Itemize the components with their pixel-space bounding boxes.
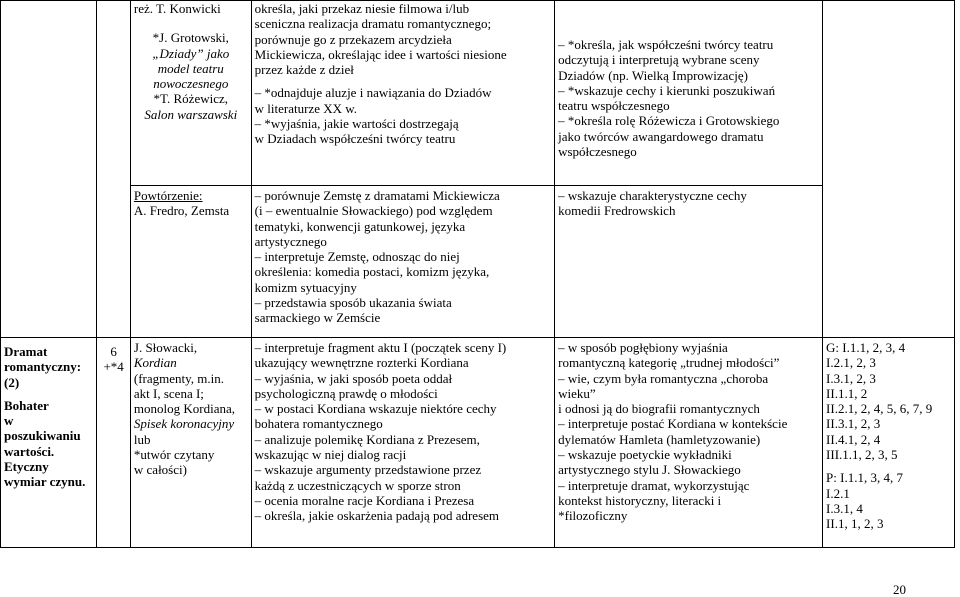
extended-requirements-cell: – *określa, jak współcześni twórcy teatru odczytują i interpretują wybrane sceny Dziadów (np. Wielką Improwizację) – *wskazuje cechy i kierunki poszukiwań teatru współczesnego – *określa rolę Różewicza i Grotowskiego jako twórców awangardowego dramatu współczesnego (555, 1, 823, 186)
standards-cell: G: I.1.1, 2, 3, 4 I.2.1, 2, 3 I.3.1, 2, 3 II.1.1, 2 II.2.1, 2, 4, 5, 6, 7, 9 II.3.1, 2, 3 II.4.1, 2, 4 III.1.1, 2, 3, 5 P: I.1.1, 3, 4, 7 I.2.1 I.3.1, 4 II.1, 1, 2, 3 (823, 338, 955, 548)
topic-cell: Dramat romantyczny: (2) Bohater w poszukiwaniu wartości. Etyczny wymiar czynu. (1, 338, 97, 548)
texts-cell: J. Słowacki, Kordian (fragmenty, m.in. akt I, scena I; monolog Kordiana, Spisek koronacyjny lub *utwór czytany w całości) (130, 338, 251, 548)
page-number: 20 (893, 582, 906, 597)
texts-cell: Powtórzenie: A. Fredro, Zemsta (130, 186, 251, 338)
extended-requirements-cell: – wskazuje charakterystyczne cechy komedii Fredrowskich (555, 186, 823, 338)
basic-requirements-cell: określa, jaki przekaz niesie filmowa i/lub sceniczna realizacja dramatu romantycznego; porównuje go z przekazem arcydzieła Mickiewicza, określając idee i wartości niesione przez każde z dzieł – *odnajduje aluzje i nawiązania do Dziadów w literaturze XX w. – *wyjaśnia, jakie wartości dostrzegają w Dziadach współcześni twórcy teatru (251, 1, 554, 186)
hours-cell (97, 1, 130, 338)
extended-requirements-cell: – w sposób pogłębiony wyjaśnia romantyczną kategorię „trudnej młodości” – wie, czym była romantyczna „choroba wieku” i odnosi ją do biografii romantycznych – interpretuje postać Kordiana w kontekście dylematów Hamleta (hamletyzowanie) – wskazuje poetyckie wykładniki artystycznego stylu J. Słowackiego – interpretuje dramat, wykorzystując kontekst historyczny, literacki i *filozoficzny (555, 338, 823, 548)
standards-cell (823, 1, 955, 338)
hours-cell: 6 +*4 (97, 338, 130, 548)
table-row (1, 338, 955, 548)
basic-requirements-cell: – interpretuje fragment aktu I (początek sceny I) ukazujący wewnętrzne rozterki Kordiana – wyjaśnia, w jaki sposób poeta oddał psychologiczną prawdę o młodości – w postaci Kordiana wskazuje niektóre cechy bohatera romantycznego – analizuje polemikę Kordiana z Prezesem, wskazując w niej dialog racji – wskazuje argumenty przedstawione przez każdą z uczestniczących w sporze stron – ocenia moralne racje Kordiana i Prezesa – określa, jakie oskarżenia padają pod adresem (251, 338, 554, 548)
topic-cell (1, 1, 97, 338)
basic-requirements-cell: – porównuje Zemstę z dramatami Mickiewicza (i – ewentualnie Słowackiego) pod względem tematyki, konwencji gatunkowej, języka artystycznego – interpretuje Zemstę, odnosząc do niej określenia: komedia postaci, komizm języka, komizm sytuacyjny – przedstawia sposób ukazania świata sarmackiego w Zemście (251, 186, 554, 338)
texts-cell: reż. T. Konwicki *J. Grotowski, „Dziady” jako model teatru nowoczesnego *T. Różewicz, Salon warszawski (130, 1, 251, 186)
table-row (1, 186, 955, 338)
table-row (1, 1, 955, 186)
